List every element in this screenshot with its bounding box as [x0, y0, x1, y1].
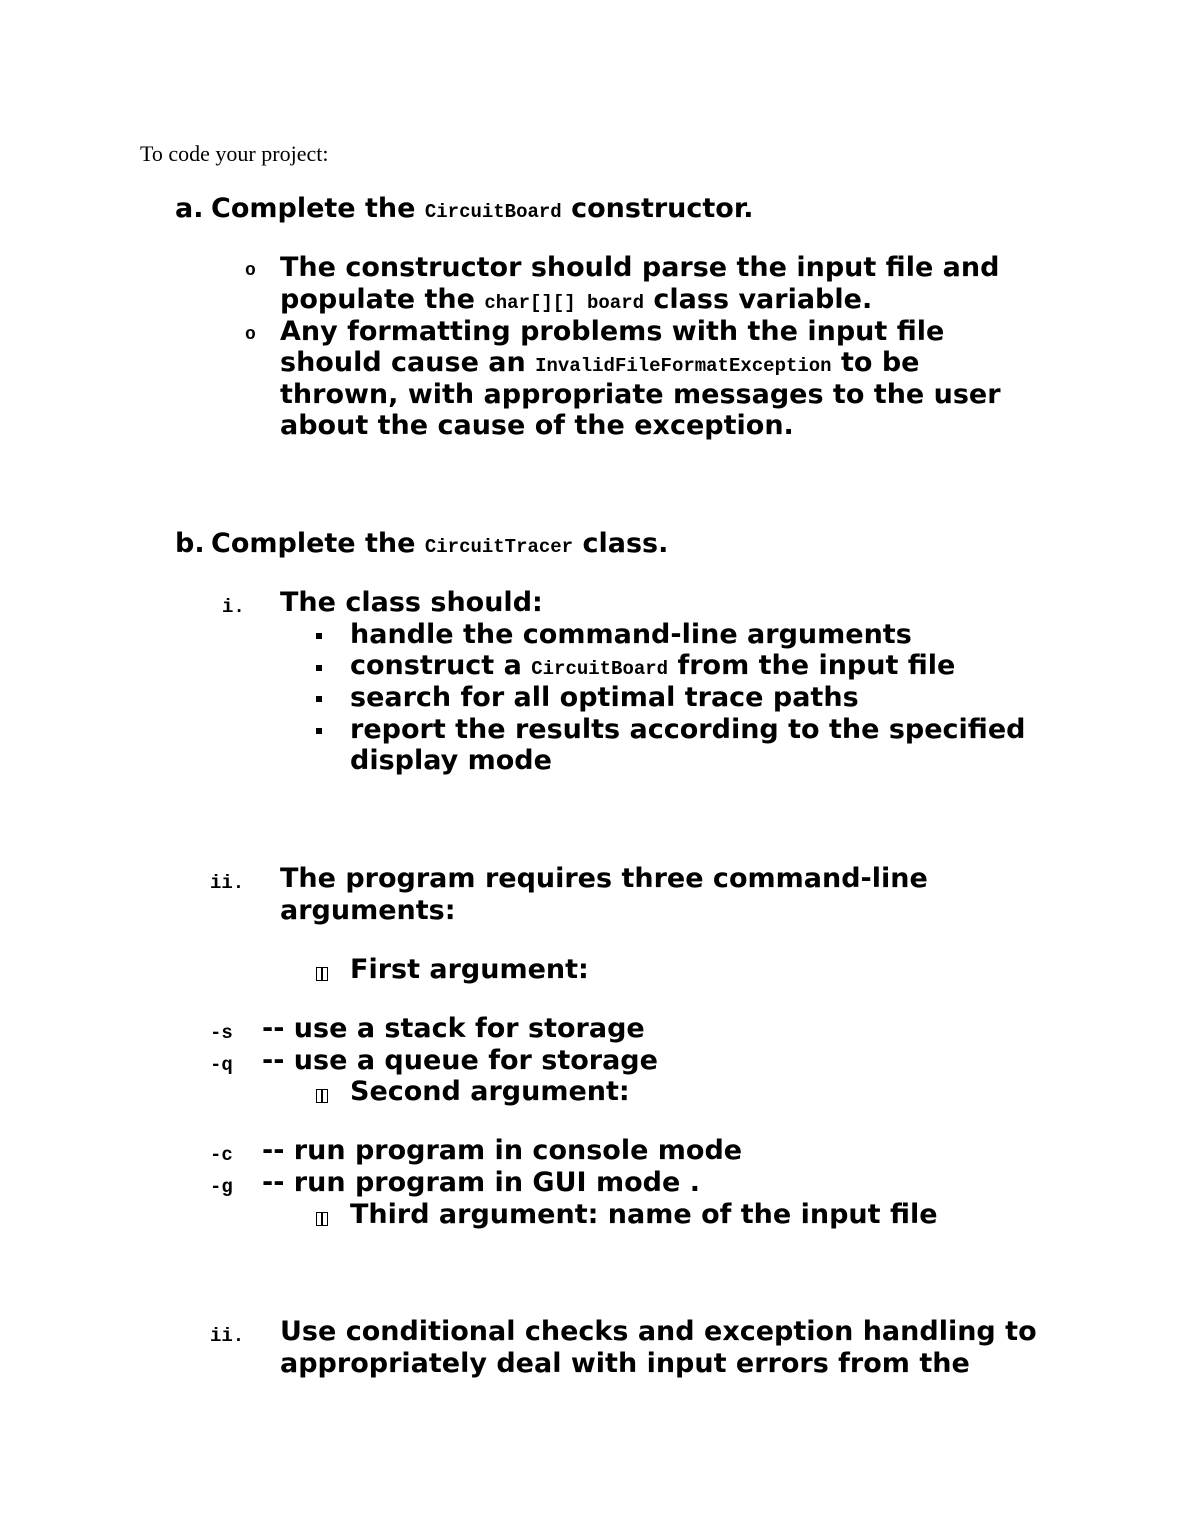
roman-marker-ii: ii. — [210, 872, 245, 894]
item-i-sub3: search for all optimal trace paths — [350, 682, 859, 713]
missing-glyph-icon — [316, 967, 328, 981]
bullet-a2-line2-pre: should cause an — [280, 347, 526, 378]
missing-glyph-icon — [316, 1089, 328, 1103]
item-i-sub4-line1: report the results according to the specified — [350, 714, 1026, 745]
flag-c: -c — [210, 1144, 233, 1166]
missing-glyph-icon — [316, 1212, 328, 1226]
bullet-a1-line1: The constructor should parse the input file and — [280, 252, 1000, 283]
item-i-sub2-code: CircuitBoard — [531, 658, 669, 680]
square-bullet-icon — [316, 728, 322, 734]
bullet-a1-line2-post: class variable. — [653, 284, 873, 315]
bullet-a2-line2-post: to be — [840, 347, 920, 378]
flag-s: -s — [210, 1022, 233, 1044]
section-b-heading-code: CircuitTracer — [424, 536, 574, 558]
item-ii-b-line1: Use conditional checks and exception handling to — [280, 1316, 1037, 1347]
item-i-sub4-line2: display mode — [350, 745, 552, 776]
section-b-marker: b. — [175, 528, 205, 559]
roman-marker-i: i. — [222, 596, 245, 618]
flag-g: -g — [210, 1176, 233, 1198]
flag-s-desc: -- use a stack for storage — [262, 1013, 645, 1044]
roman-marker-ii-second: ii. — [210, 1325, 245, 1347]
flag-c-desc: -- run program in console mode — [262, 1135, 743, 1166]
section-a-heading-code: CircuitBoard — [424, 201, 562, 223]
square-bullet-icon — [316, 665, 322, 671]
bullet-a2-line2-code: InvalidFileFormatException — [535, 355, 832, 377]
section-a-heading-post: constructor. — [571, 193, 754, 224]
section-a-heading-pre: Complete the — [211, 193, 416, 224]
bullet-a2-line1: Any formatting problems with the input file — [280, 316, 945, 347]
flag-q: -q — [210, 1054, 233, 1076]
flag-g-desc: -- run program in GUI mode . — [262, 1167, 700, 1198]
square-bullet-icon — [316, 633, 322, 639]
third-argument-label: Third argument: name of the input file — [350, 1199, 938, 1230]
section-b-heading-post: class. — [582, 528, 669, 559]
flag-q-desc: -- use a queue for storage — [262, 1045, 658, 1076]
item-i-text: The class should: — [280, 587, 543, 618]
item-ii-b-line2: appropriately deal with input errors from the — [280, 1348, 970, 1379]
first-argument-label: First argument: — [350, 954, 589, 985]
bullet-a1-line2-pre: populate the — [280, 284, 475, 315]
section-b-heading — [211, 528, 668, 564]
intro-text: To code your project: — [140, 141, 329, 166]
item-i-sub2-post: from the input file — [677, 650, 956, 681]
bullet-a1-line2 — [280, 284, 872, 320]
item-i-sub2-pre: construct a — [350, 650, 522, 681]
second-argument-label: Second argument: — [350, 1076, 630, 1107]
item-i-sub1: handle the command-line arguments — [350, 619, 912, 650]
square-bullet-icon — [316, 696, 322, 702]
bullet-o-marker: o — [245, 261, 256, 281]
item-i-sub2 — [350, 650, 955, 686]
bullet-a1-line2-code: char[][] board — [484, 292, 645, 314]
section-b-heading-pre: Complete the — [211, 528, 416, 559]
section-a-marker: a. — [175, 193, 204, 224]
bullet-a2-line4: about the cause of the exception. — [280, 410, 794, 441]
bullet-a2-line3: thrown, with appropriate messages to the user — [280, 379, 1001, 410]
item-ii-line1: The program requires three command-line — [280, 863, 928, 894]
item-ii-line2: arguments: — [280, 895, 456, 926]
bullet-a2-line2 — [280, 347, 919, 383]
bullet-o-marker: o — [245, 325, 256, 345]
section-a-heading — [211, 193, 754, 229]
